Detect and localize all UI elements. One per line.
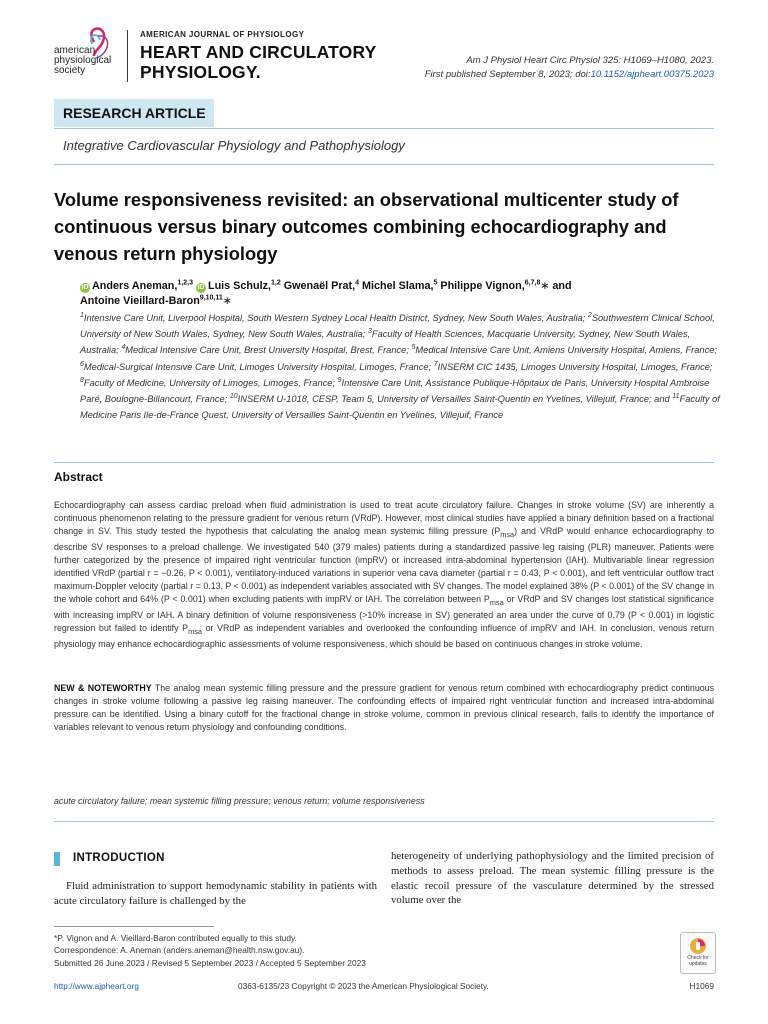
article-title: Volume responsiveness revisited: an observational multicenter study of continuous versus binary outcomes combining echocardiography and venous return physiology [54, 189, 679, 264]
affiliation: $^5$Medical Intensive Care Unit, Amiens University Hospital, Amiens, France; [411, 344, 717, 356]
published-line: First published September 8, 2023; doi:10.1152/ajpheart.00375.2023 [424, 69, 714, 80]
journal-supertitle: AMERICAN JOURNAL OF PHYSIOLOGY [140, 30, 305, 39]
correspondence-note: Correspondence: A. Aneman (anders.aneman@health.nsw.gov.au). [54, 945, 305, 956]
new-noteworthy: NEW & NOTEWORTHY The analog mean systemic filling pressure and the pressure gradient for venous return combined with echocardiography predict continuous changes in stroke volume following a passive leg raising maneuver. The confounding effects of impaired right ventricular function and increased intra-abdominal pressure can be identified. Using a binary cutoff for the fractional change in stroke volume, common in previous clinical research, fails to identify the importance of variables relevant to venous return physiology and confounding conditions. [54, 683, 714, 733]
citation-block [425, 54, 714, 82]
orcid-icon[interactable]: iD [197, 284, 205, 291]
equal-contribution-note: *P. Vignon and A. Vieillard-Baron contributed equally to this study. [54, 933, 297, 943]
journal-title-line2: PHYSIOLOGY. [140, 62, 261, 82]
author-name: Antoine Vieillard-Baron$^{9,10,11}$∗ [80, 294, 232, 307]
author-name: Philippe Vignon,$^{6,7,8}$∗ and [440, 279, 572, 292]
intro-column-right: heterogeneity of underlying pathophysiology and the limited precision of methods to assess preload. The mean systemic filling pressure is the elastic recoil pressure of the vasculature determined by the stressed volume over the [391, 850, 714, 907]
divider [54, 128, 714, 129]
author-list [80, 279, 720, 309]
divider [54, 164, 714, 165]
journal-title-line1: HEART AND CIRCULATORY [140, 42, 377, 62]
affiliations [80, 310, 720, 423]
author-name: iD Anders Aneman,$^{1,2,3}$ [81, 279, 193, 292]
abstract-text: Echocardiography can assess cardiac preload when fluid administration is used to treat acute circulatory failure. Changes in stroke volume (SV) are inherently a continuous phenomenon relating to the pressure gradient for venous return (VRdP). However, most clinical studies have applied a binary definition based on a fractional change in SV. This study tested the hypothesis that calculating the analog mean systemic filling pressure $(P_{msa})$ and VRdP would enhance echocardiography to describe SV responses to a preload challenge. We investigated 540 (379 males) patients during a standardized passive leg raising (PLR) maneuver. Patients were further categorized by the presence of impaired right ventricular function (impRV) or increased intra-abdominal hypertension (IAH). Multivariable linear regression identified VRdP (partial r = −0.26, P < 0.001), ventilatory-induced variations in superior vena cava diameter (partial r = 0.43, P < 0.001), and left ventricular outflow tract maximum-Doppler velocity (partial r = 0.13, P < 0.001) as independent variables associated with SV changes. The model explained 38% (P < 0.001) of the SV change in the whole cohort and 64% (P < 0.001) when excluding patients with impRV or IAH. The correlation between $P_{msa}$ or VRdP and SV changes lost statistical significance with increasing impRV or IAH. A binary definition of volume responsiveness (>10% increase in SV) generated an area under the curve of 0.79 (P < 0.001) in logistic regression but failed to identify $P_{msa}$ or VRdP as independent variables and overlooked the confounding influence of impRV and IAH. In conclusion, venous return physiology may enhance echocardiographic assessments of volume responsiveness, which should be based on continuous changes in stroke volume. [54, 500, 714, 650]
affiliation: $^9$Intensive Care Unit, Assistance Publique-Hôpitaux de Paris, University Hospital Ambroise Paré, Boulogne-Billancourt, France; [80, 376, 710, 405]
updates-icon [688, 936, 708, 956]
affiliation: $^2$Southwestern Clinical School, University of New South Wales, Sydney, New South Wales, Australia; [80, 311, 715, 340]
page-number: H1069 [689, 981, 714, 991]
copyright: 0363-6135/23 Copyright © 2023 the American Physiological Society. [238, 981, 489, 991]
header-divider [127, 30, 128, 82]
author-name: iD Luis Schulz,$^{1,2}$ [197, 279, 281, 292]
footnotes [54, 932, 614, 969]
affiliation: $^6$Medical-Surgical Intensive Care Unit, Limoges University Hospital, Limoges, France; [80, 360, 432, 372]
keywords: acute circulatory failure; mean systemic filling pressure; venous return; volume responsiveness [54, 796, 425, 806]
article-type: RESEARCH ARTICLE [63, 105, 206, 121]
affiliation: $^8$Faculty of Medicine, University of Limoges, Limoges, France; [80, 376, 336, 388]
author-name: Gwenaël Prat,$^4$ [283, 279, 360, 292]
check-for-updates-button[interactable] [680, 932, 716, 974]
abstract-heading: Abstract [54, 470, 103, 484]
affiliation: $^{11}$Faculty of Medicine Paris Ile-de-France Quest, University of Versailles Saint-Quentin en Yvelines, Villejuif, France [80, 392, 720, 421]
affiliation: $^3$Faculty of Health Sciences, Macquarie University, Sydney, New South Wales, Australia; [80, 328, 691, 356]
submission-dates: Submitted 26 June 2023 / Revised 5 September 2023 / Accepted 5 September 2023 [54, 957, 366, 968]
intro-column-left: Fluid administration to support hemodynamic stability in patients with acute circulatory failure is challenged by the [54, 880, 377, 907]
divider [54, 821, 714, 822]
introduction-heading: INTRODUCTION [73, 852, 165, 864]
citation-line: Am J Physiol Heart Circ Physiol 325: H1069–H1080, 2023. [466, 55, 714, 66]
noteworthy-label: NEW & NOTEWORTHY [54, 683, 152, 693]
orcid-icon[interactable]: iD [81, 284, 89, 291]
updates-label: Check for updates [687, 955, 709, 967]
section-name: Integrative Cardiovascular Physiology and Pathophysiology [63, 138, 405, 153]
affiliation: $^1$Intensive Care Unit, Liverpool Hospital, South Western Sydney Local Health District, Sydney, New South Wales, Australia; [80, 311, 586, 323]
divider [54, 462, 714, 463]
affiliation: $^{10}$INSERM U-1018, CESP, Team 5, University of Versailles Saint-Quentin en Yvelines, Villejuif, France; and [229, 392, 670, 405]
affiliation: $^7$INSERM CIC 1435, Limoges University Hospital, Limoges, France; [433, 360, 713, 372]
affiliation: $^4$Medical Intensive Care Unit, Brest University Hospital, Brest, France; [121, 344, 409, 356]
doi-link[interactable]: 10.1152/ajpheart.00375.2023 [590, 69, 714, 80]
author-name: Michel Slama,$^5$ [362, 279, 438, 292]
journal-url-link[interactable]: http://www.ajpheart.org [54, 981, 139, 991]
footnote-divider [54, 926, 214, 927]
section-marker [54, 852, 60, 866]
society-name: american physiological society [54, 45, 112, 76]
